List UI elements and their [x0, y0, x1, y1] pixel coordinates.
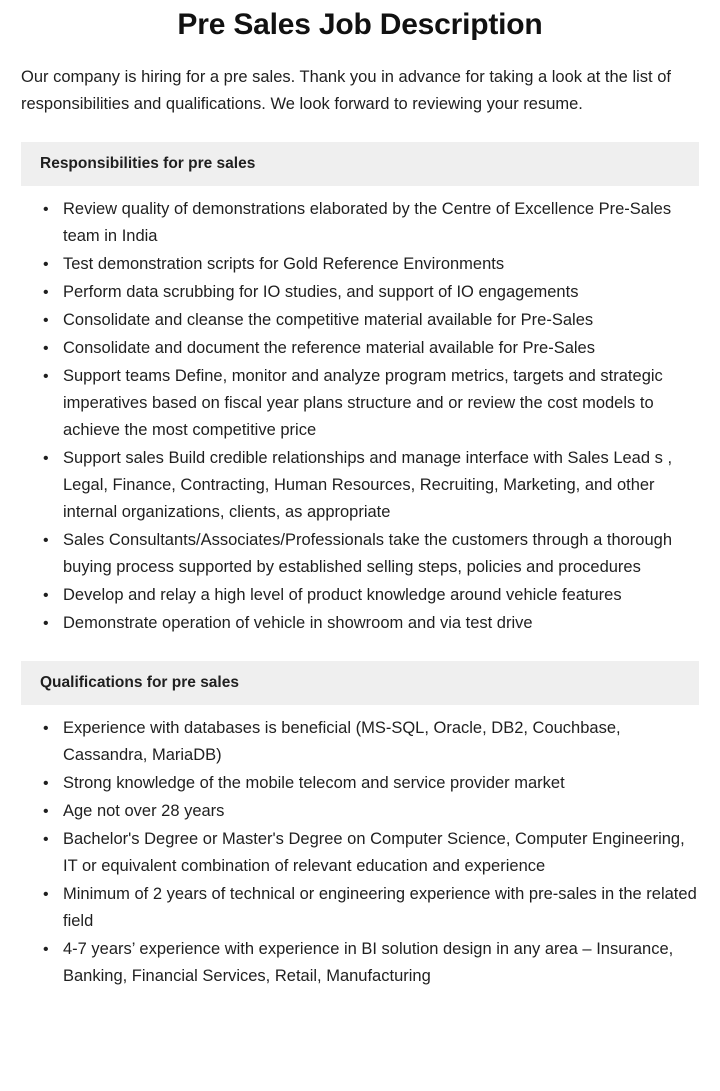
list-item: • Age not over 28 years	[41, 798, 699, 825]
list-item: • Minimum of 2 years of technical or engineering experience with pre-sales in the related field	[41, 881, 699, 935]
list-item: • Review quality of demonstrations elaborated by the Centre of Excellence Pre-Sales team in India	[41, 196, 699, 250]
page-title: Pre Sales Job Description	[177, 8, 543, 41]
list-item: • Strong knowledge of the mobile telecom and service provider market	[41, 770, 699, 797]
list-item: • Consolidate and document the reference material available for Pre-Sales	[41, 335, 699, 362]
intro-paragraph: Our company is hiring for a pre sales. Thank you in advance for taking a look at the list of responsibilities and qualifications. We look forward to reviewing your resume.	[21, 68, 671, 113]
qualifications-list	[21, 715, 699, 990]
list-item: • Bachelor's Degree or Master's Degree on Computer Science, Computer Engineering, IT or equivalent combination of relevant education and experience	[41, 826, 699, 880]
list-item: • Test demonstration scripts for Gold Reference Environments	[41, 251, 699, 278]
list-item: • Perform data scrubbing for IO studies, and support of IO engagements	[41, 279, 699, 306]
list-item: • Experience with databases is beneficial (MS-SQL, Oracle, DB2, Couchbase, Cassandra, MariaDB)	[41, 715, 699, 769]
list-item: • Demonstrate operation of vehicle in showroom and via test drive	[41, 610, 699, 637]
qualifications-section-header: Qualifications for pre sales	[21, 661, 699, 705]
list-item: • Develop and relay a high level of product knowledge around vehicle features	[41, 582, 699, 609]
list-item: • Support teams Define, monitor and analyze program metrics, targets and strategic imperatives based on fiscal year plans structure and or review the cost models to achieve the most competitive price	[41, 363, 699, 444]
responsibilities-section-header: Responsibilities for pre sales	[21, 142, 699, 186]
list-item: • Sales Consultants/Associates/Professionals take the customers through a thorough buying process supported by established selling steps, policies and procedures	[41, 527, 699, 581]
list-item: • Support sales Build credible relationships and manage interface with Sales Lead s , Legal, Finance, Contracting, Human Resources, Recruiting, Marketing, and other internal organizations, clients, as appropriate	[41, 445, 699, 526]
responsibilities-list	[21, 196, 699, 637]
list-item: • Consolidate and cleanse the competitive material available for Pre-Sales	[41, 307, 699, 334]
job-description-page	[0, 8, 720, 1001]
list-item: • 4-7 years’ experience with experience in BI solution design in any area – Insurance, Banking, Financial Services, Retail, Manufacturing	[41, 936, 699, 990]
